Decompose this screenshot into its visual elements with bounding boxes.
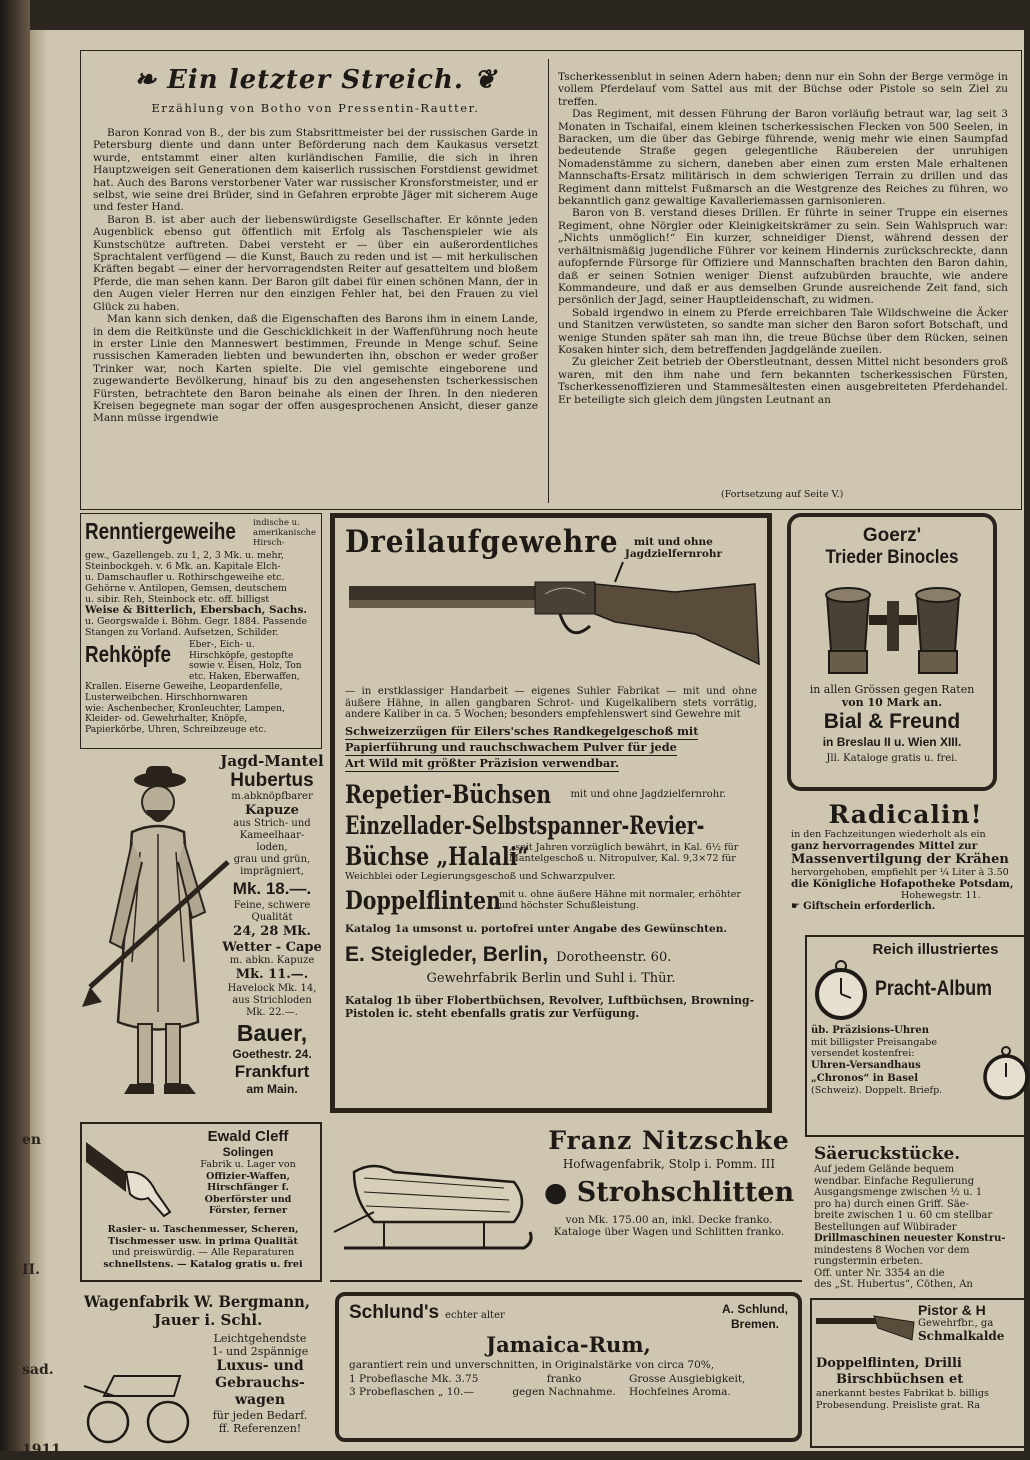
ad-pistor [810, 1298, 1024, 1448]
ad-firm: Weise & Bitterlich, Ebersbach, Sachs. [85, 604, 308, 616]
story-paragraph: Sobald irgendwo in einem zu Pferde erreichbaren Tale Wildschweine die Äcker und Stanitzen verwüsteten, so sandte man sicher den Baron sofort Botschaft, und wenige Stunden später sah man ihn, die treue Büchse über dem Rücken, seinen Kosaken hinter sich, dem betreffenden Jagdgelände zueilen. [558, 306, 1008, 356]
story-paragraph: Zu gleicher Zeit betrieb der Oberstleutnant, dessen Mittel nicht besonders groß waren, mit den ihm nahe und fern bekannten tscherkessischen Fürsten, Tscherkessenoffizieren und Stammesältesten einen ausgebreiteten Pferdehandel. Er beteiligte sich gleich dem jüngsten Leutnant an [558, 356, 1008, 406]
ad-text: Gewehrfbr., ga [918, 1318, 994, 1329]
ad-text: Hochfeines Aroma. [629, 1386, 731, 1398]
ad-text: aus Strichloden [232, 995, 312, 1006]
ad-text: — in erstklassiger Handarbeit — eigenes Suhler Fabrikat — mit und ohne äußere Hähne, in allen gangbaren Schrot- und Kugelkalibern stets vorrätig, andere Kaliber in ca. 5 Wochen; besonders empfehlenswert sind Gewehre mit [345, 686, 757, 720]
ad-heading: Trieder Binocles [825, 547, 959, 568]
newspaper-page [22, 30, 1024, 1458]
story-paragraph: Das Regiment, mit dessen Führung der Baron vorläufig betraut war, lag seit 3 Monaten in Tschaifal, einem kleinen tscherkessischen Flecken von 500 Seelen, in Baracken, um die über das Gebirge führende, wenig mehr wie einen Saumpfad bedeutende Straße gegen gelegentliche Räubereien der unruhigen Nomadenstämme zu sichern, daneben aber einen zum ersten Male erhaltenen Mannschafts-Ersatz militärisch in dem schwierigen Terrain zu drillen und das Regiment dann mittelst Fußmarsch an die Westgrenze des Reiches zu führen, wo bekanntlich ganz gewaltige Kavalleriemassen garnisonieren. [558, 108, 1008, 208]
ad-text: (Schweiz). Doppelt. Briefp. [811, 1085, 943, 1096]
ad-text: Tischmesser usw. in prima Qualität [108, 1235, 298, 1247]
ad-text: ff. Referenzen! [218, 1422, 302, 1435]
carriage-illustration [84, 1356, 194, 1446]
ad-text: ganz hervorragendes Mittel zur [791, 840, 978, 852]
ad-text: Katalog 1b über Flobertbüchsen, Revolver, Luftbüchsen, Browning-Pistolen ic. steht ebenfalls gratis zur Verfügung. [345, 993, 755, 1020]
ad-text: Frankfurt [234, 1062, 310, 1081]
ad-text: die Königliche Hofapotheke Potsdam, [791, 878, 1014, 890]
ad-chronos [805, 935, 1024, 1137]
sleigh-illustration [334, 1152, 534, 1272]
ad-bergmann [80, 1288, 322, 1458]
ad-text: Goethestr. 24. [232, 1047, 312, 1061]
ad-text: rungstermin erbeten. [814, 1256, 923, 1267]
story-heading [93, 65, 538, 115]
ad-text: Rasier- u. Taschenmesser, Scheren, [107, 1224, 299, 1235]
ad-heading: Radicalin! [828, 800, 983, 829]
ad-text: Leichtgehendste [213, 1332, 307, 1345]
ad-text: Kameelhaar- [239, 830, 305, 841]
ad-text: Feine, schwere [233, 900, 311, 911]
ad-text: Uhren-Versandhaus [811, 1060, 921, 1071]
ad-heading: Doppelflinten, Drilli [816, 1356, 962, 1371]
story-frame [80, 50, 1022, 510]
ad-text: am Main. [246, 1082, 298, 1096]
ad-text: „Chronos“ in Basel [811, 1073, 918, 1084]
ad-heading: Rehköpfe [85, 641, 171, 667]
ad-text: imprägniert, [240, 866, 304, 877]
ad-heading: Dreilaufgewehre [345, 524, 619, 560]
ad-price: Mk. 11.—. [235, 967, 309, 982]
ad-text: in Breslau II u. Wien XIII. [822, 735, 962, 749]
ad-goerz [787, 513, 997, 791]
ad-text: Bremen. [730, 1317, 780, 1331]
ad-text: wie: Aschenbecher, Kronleuchter, Lampen, Kleider- od. Gewehrhalter, Knöpfe, [85, 702, 285, 725]
story-title: Ein letzter Streich. [167, 65, 464, 95]
pointing-hand-icon: ☛ [791, 901, 804, 912]
ad-text: Schweizerzügen für Eilers'sches Randkegelgeschoß mit [345, 723, 699, 738]
ad-text: Kapuze [245, 803, 299, 818]
hunter-illustration [80, 762, 230, 1112]
ad-text: üb. Präzisions-Uhren [811, 1025, 930, 1036]
binocles-illustration [799, 571, 989, 681]
ad-text: Ausgangsmenge zwischen ½ u. 1 [814, 1187, 983, 1198]
ad-text: mit billigster Preisangabe [811, 1037, 938, 1048]
ad-text: Bestellungen auf Wübirader [814, 1221, 957, 1233]
story-byline: Erzählung von Botho von Pressentin-Rautter. [151, 101, 480, 115]
ad-heading: Jagd-Mantel [220, 752, 324, 770]
ad-text: mindestens 8 Wochen vor dem [814, 1244, 970, 1256]
ad-radicalin [787, 798, 1024, 928]
ad-text: pro ha) durch einen Griff. Säe- [814, 1198, 969, 1210]
ad-text: Papierkörbe, Uhren, Schreibzeuge etc. [85, 724, 267, 736]
ad-text: Krallen. Eiserne Geweihe, Leopardenfelle, Lusterweibchen. Hirschhornwaren [85, 681, 283, 703]
ad-text: Steinbockgeh. v. 6 Mk. an. Kapitale Elch- [85, 561, 281, 572]
ad-text: mit und ohne [634, 536, 713, 548]
ad-heading: Doppelflinten [345, 885, 501, 915]
ad-text: Havelock Mk. 14, [227, 983, 317, 994]
ad-text: Weichblei oder Legierungsgeschoß und Schwarzpulver. [345, 870, 616, 882]
ad-heading: Goerz' [862, 525, 922, 546]
ad-text: Dorotheenstr. 60. [556, 949, 672, 965]
ad-saeruckstucke [810, 1142, 1024, 1292]
ad-weise-bitterlich [80, 513, 322, 749]
ad-text: anerkannt bestes Fabrikat b. billigs [816, 1388, 989, 1399]
ad-text: indische u. amerikanische Hirsch- [253, 518, 316, 548]
ad-text: Gebrauchs- [215, 1375, 305, 1391]
ad-text: und preiswürdig. — Alle Reparaturen [111, 1247, 295, 1258]
ad-cleff [80, 1122, 322, 1282]
ad-text: u. Damschaufler u. Rothirschgeweihe etc. [85, 572, 285, 583]
ad-text: Förster, ferner [208, 1205, 288, 1216]
ad-heading: Säeruckstücke. [814, 1144, 961, 1164]
ad-text: franko [546, 1373, 582, 1385]
story-paragraph: Baron B. ist aber auch der liebenswürdigste Gesellschafter. Er könnte jeden Augenblick ebenso gut öffentlich mit Erfolg als Taschenspieler wie als Kunstschütze auftreten. Dabei versteht er — über ein außerordentliches Sprachtalent verfügend — die Kunst, Bauch zu reden und ist — mit herkulischen Kräften begabt — einer der hervorragendsten Reiter auf gesatteltem und bloßem Pferde, die man sehen kann. Der Baron gilt dabei für einen schönen Mann, der in den Augen vieler Herren nur den einzigen Fehler hat, bei den Frauen zu viel Glück zu haben. [93, 213, 538, 313]
ad-text: gew., Gazellengeb. zu 1, 2, 3 Mk. u. mehr, [85, 550, 284, 561]
ad-text: Off. unter Nr. 3354 an die [814, 1267, 945, 1279]
ad-heading: Büchse „Halali“ [345, 841, 530, 871]
ad-steigleder [330, 513, 772, 1113]
ad-text: Jauer i. Schl. [154, 1311, 263, 1329]
ad-heading: Birschbüchsen et [836, 1372, 964, 1387]
ad-text: Giftschein erforderlich. [803, 901, 936, 912]
ad-text: mit und ohne Jagdzielfernrohr. [570, 788, 727, 800]
ad-heading: Einzellader-Selbstspanner-Revier- [345, 810, 705, 840]
ad-heading: Hubertus [230, 770, 314, 791]
ad-text: Gehörne v. Antilopen, Gemsen, deutschem [85, 583, 287, 594]
ad-text: hervorgehoben, empfiehlt per ¼ Liter à 3.50 [791, 867, 1009, 878]
ad-text: von Mk. 175.00 an, inkl. Decke franko. [565, 1214, 773, 1226]
ad-heading: Jamaica-Rum, [486, 1332, 651, 1357]
ad-price: 24, 28 Mk. [233, 924, 311, 939]
ad-text: breite zwischen 1 u. 60 cm stellbar [814, 1210, 993, 1221]
pointing-hand-illustration [86, 1132, 176, 1222]
ad-text: in den Fachzeitungen wiederholt als ein [791, 829, 986, 840]
ad-firm: Bial & Freund [823, 710, 961, 733]
pocket-watch-icon [811, 958, 871, 1020]
ad-heading: Renntiergeweihe [85, 518, 236, 544]
ad-text: Fabrik u. Lager von [200, 1159, 296, 1170]
ad-text: Gewehrfabrik Berlin und Suhl i. Thür. [426, 970, 676, 986]
ad-firm: Schlund's [349, 1302, 440, 1323]
ad-text: Eber-, Eich- u. Hirschköpfe, gestopfte sowie v. Eisen, Holz, Ton etc. Haken, Eberwaffen, [189, 640, 302, 682]
story-continued: (Fortsetzung auf Seite V.) [721, 489, 844, 500]
ad-text: 1- und 2spännige [211, 1345, 309, 1358]
ad-text: 3 Probeflaschen „ 10.— [349, 1386, 474, 1398]
ad-firm: Franz Nitzschke [548, 1126, 790, 1155]
story-paragraph: Baron Konrad von B., der bis zum Stabsrittmeister bei der russischen Garde in Petersburg diente und dann unter Beförderung nach dem Kaukasus versetzt wurde, entstammt einer alten kurländischen Familie, die sich in ihren Hauptzweigen seit Generationen dem kaiserlich russischen Forstdienst gewidmet hat. Auch des Barons verstorbener Vater war russischer Kronsforstmeister, und er selbst, wie seine drei Brüder, sind in Gefahren erprobte Jäger mit sicherem Auge und fester Hand. [93, 127, 538, 214]
ad-text: Stangen zu Vorland. Aufsetzen, Schilder. [85, 627, 279, 638]
ad-text: Art Wild mit größter Präzision verwendbar. [345, 755, 620, 770]
ad-firm: Pistor & H [918, 1302, 986, 1318]
ad-nitzschke [330, 1122, 802, 1282]
ad-text: für jeden Bedarf. [212, 1409, 308, 1422]
ad-text: , seit Jahren vorzüglich bewährt, in Kal. 6½ für Mantelgeschoß u. Nitropulver, Kal. 9,3×72 für [509, 841, 739, 864]
ad-text: Offizier-Waffen, [205, 1170, 291, 1182]
bullet-icon: ● [543, 1177, 577, 1208]
shotgun-icon [816, 1308, 916, 1344]
ad-text: in allen Grössen gegen Raten [809, 683, 975, 696]
ad-firm: Bauer, [236, 1020, 308, 1046]
ad-text: wagen [235, 1392, 285, 1408]
ad-text: Hohewegstr. 11. [901, 890, 981, 901]
ad-firm: Wagenfabrik W. Bergmann, [84, 1292, 310, 1311]
ornament-left-icon: ❧ [134, 65, 168, 95]
ad-text: 1 Probeflasche Mk. 3.75 [349, 1373, 479, 1385]
ad-text: Probesendung. Preisliste grat. Ra [816, 1400, 981, 1411]
ad-text: Schmalkalde [918, 1329, 1005, 1343]
ad-text: m. abkn. Kapuze [229, 955, 315, 966]
ad-text: von 10 Mark an. [841, 696, 943, 709]
ad-text: echter alter [445, 1310, 505, 1321]
ad-text: Hirschfänger f. [207, 1182, 289, 1193]
story-paragraph: Baron von B. verstand dieses Drillen. Er führte in seiner Truppe ein eisernes Regiment, ohne Nörgler oder Kleinigkeitskrämer zu sein. Sein Wahlspruch war: „Nichts unmöglich!“ Ein kurzer, schneidiger Dienst, während dessen der verhältnismäßig jugendliche Führer vor keinem Hindernis zurückschreckte, dann aufopfernde Fürsorge für Offiziere und Mannschaften brachten den Baron dahin, daß er seinen Sotnien weniger Dienst aufzubürden brauchte, wie andere Kommandeure, und daß er aus demselben Grunde ausreichende Zeit fand, sich persönlich der Jagd, seiner Hauptleidenschaft, zu widmen. [558, 207, 1008, 307]
story-column-right [558, 71, 1008, 486]
shotgun-illustration [345, 564, 765, 684]
ad-price: Mk. 18.—. [232, 879, 312, 898]
ad-text: Jll. Kataloge gratis u. frei. [826, 753, 958, 764]
ad-text: des „St. Hubertus“, Cöthen, An [814, 1279, 973, 1290]
ad-heading: Reich illustriertes [872, 941, 999, 958]
ad-text: Solingen [222, 1145, 274, 1159]
ad-text: Luxus- und [216, 1358, 304, 1374]
ad-text: Wetter - Cape [222, 940, 322, 955]
ad-text: gegen Nachnahme. [512, 1386, 616, 1398]
ad-text: m.abknöpfbarer [231, 791, 313, 802]
ad-text: Kataloge über Wagen und Schlitten franko. [553, 1226, 785, 1238]
ad-bauer [80, 752, 322, 1114]
ad-text: Hofwagenfabrik, Stolp i. Pomm. III [562, 1157, 776, 1171]
ad-text: Qualität [251, 912, 293, 923]
ad-text: mit u. ohne äußere Hähne mit normaler, erhöhter und höchster Schußleistung. [499, 889, 741, 911]
left-page-fragments: en II. sad. 1911. [22, 1132, 66, 1458]
ad-heading: Pracht-Album [875, 977, 993, 1000]
ad-text: Drillmaschinen neuester Konstru- [814, 1233, 1006, 1244]
ad-firm: E. Steigleder, Berlin, [345, 942, 549, 966]
ad-text: Grosse Ausgiebigkeit, [629, 1373, 746, 1385]
ad-text: Auf jedem Gelände bequem [814, 1164, 955, 1175]
ad-text: Mk. 22.—. [246, 1007, 298, 1018]
ad-text: Massenvertilgung der Krähen [791, 852, 1009, 867]
ad-text: Oberförster und [204, 1193, 292, 1205]
story-paragraph: Tscherkessenblut in seinen Adern haben; denn nur ein Sohn der Berge vermöge in vollem Pferdelauf vom Sattel aus mit der Büchse oder Pistole so sein Ziel zu treffen. [558, 71, 1008, 108]
ad-text: grau und grün, [233, 854, 311, 865]
story-paragraph: Man kann sich denken, daß die Eigenschaften des Barons ihm in einem Lande, in dem die Reitkünste und die Geschicklichkeit in der Waffenführung noch heute in erster Linie den Manneswert bestimmen, Freunde in Menge schuf. Seine russischen Kameraden liebten und bewunderten ihn, obschon er weder großer Trinker war, noch Karten spielte. Die viel gemischte eingeborene und zugewanderte Bevölkerung, hinauf bis zu den angesehensten tscherkessischen Fürsten, betrachtete den Baron beinahe als einen der Ihren. In den niederen Kreisen begegnete man sogar der offen ausgesprochenen Ansicht, dieser ganze Mann müsse irgendwie [93, 313, 538, 425]
column-rule [548, 59, 549, 503]
ad-firm: Ewald Cleff [207, 1128, 289, 1145]
pocket-watch-icon [980, 1045, 1030, 1101]
ad-text: u. sibir. Reh, Steinbock etc. off. billigst [85, 594, 270, 605]
ad-schlund [335, 1292, 802, 1442]
story-column-left [93, 127, 538, 507]
ad-text: loden, [256, 842, 288, 853]
ad-text: aus Strich- und [233, 818, 311, 829]
ad-heading: ● Strohschlitten [543, 1177, 795, 1208]
ad-text: versendet kostenfrei: [811, 1048, 915, 1059]
ornament-right-icon: ❦ [463, 65, 497, 95]
ad-text: Papierführung und rauchschwachem Pulver für jede [345, 739, 677, 754]
ad-text: u. Georgswalde i. Böhm. Gegr. 1884. Passende [85, 616, 307, 627]
ad-text: Katalog 1a umsonst u. portofrei unter Angabe des Gewünschten. [345, 922, 727, 935]
ad-text: wendbar. Einfache Regulierung [814, 1175, 975, 1187]
ad-text: A. Schlund, [722, 1302, 788, 1316]
ad-heading: Repetier-Büchsen [345, 779, 552, 809]
ad-text: garantiert rein und unverschnitten, in Originalstärke von circa 70%, [349, 1359, 715, 1371]
ad-text: Jagdzielfernrohr [624, 548, 722, 560]
ad-text: schnellstens. — Katalog gratis u. frei [103, 1258, 303, 1270]
